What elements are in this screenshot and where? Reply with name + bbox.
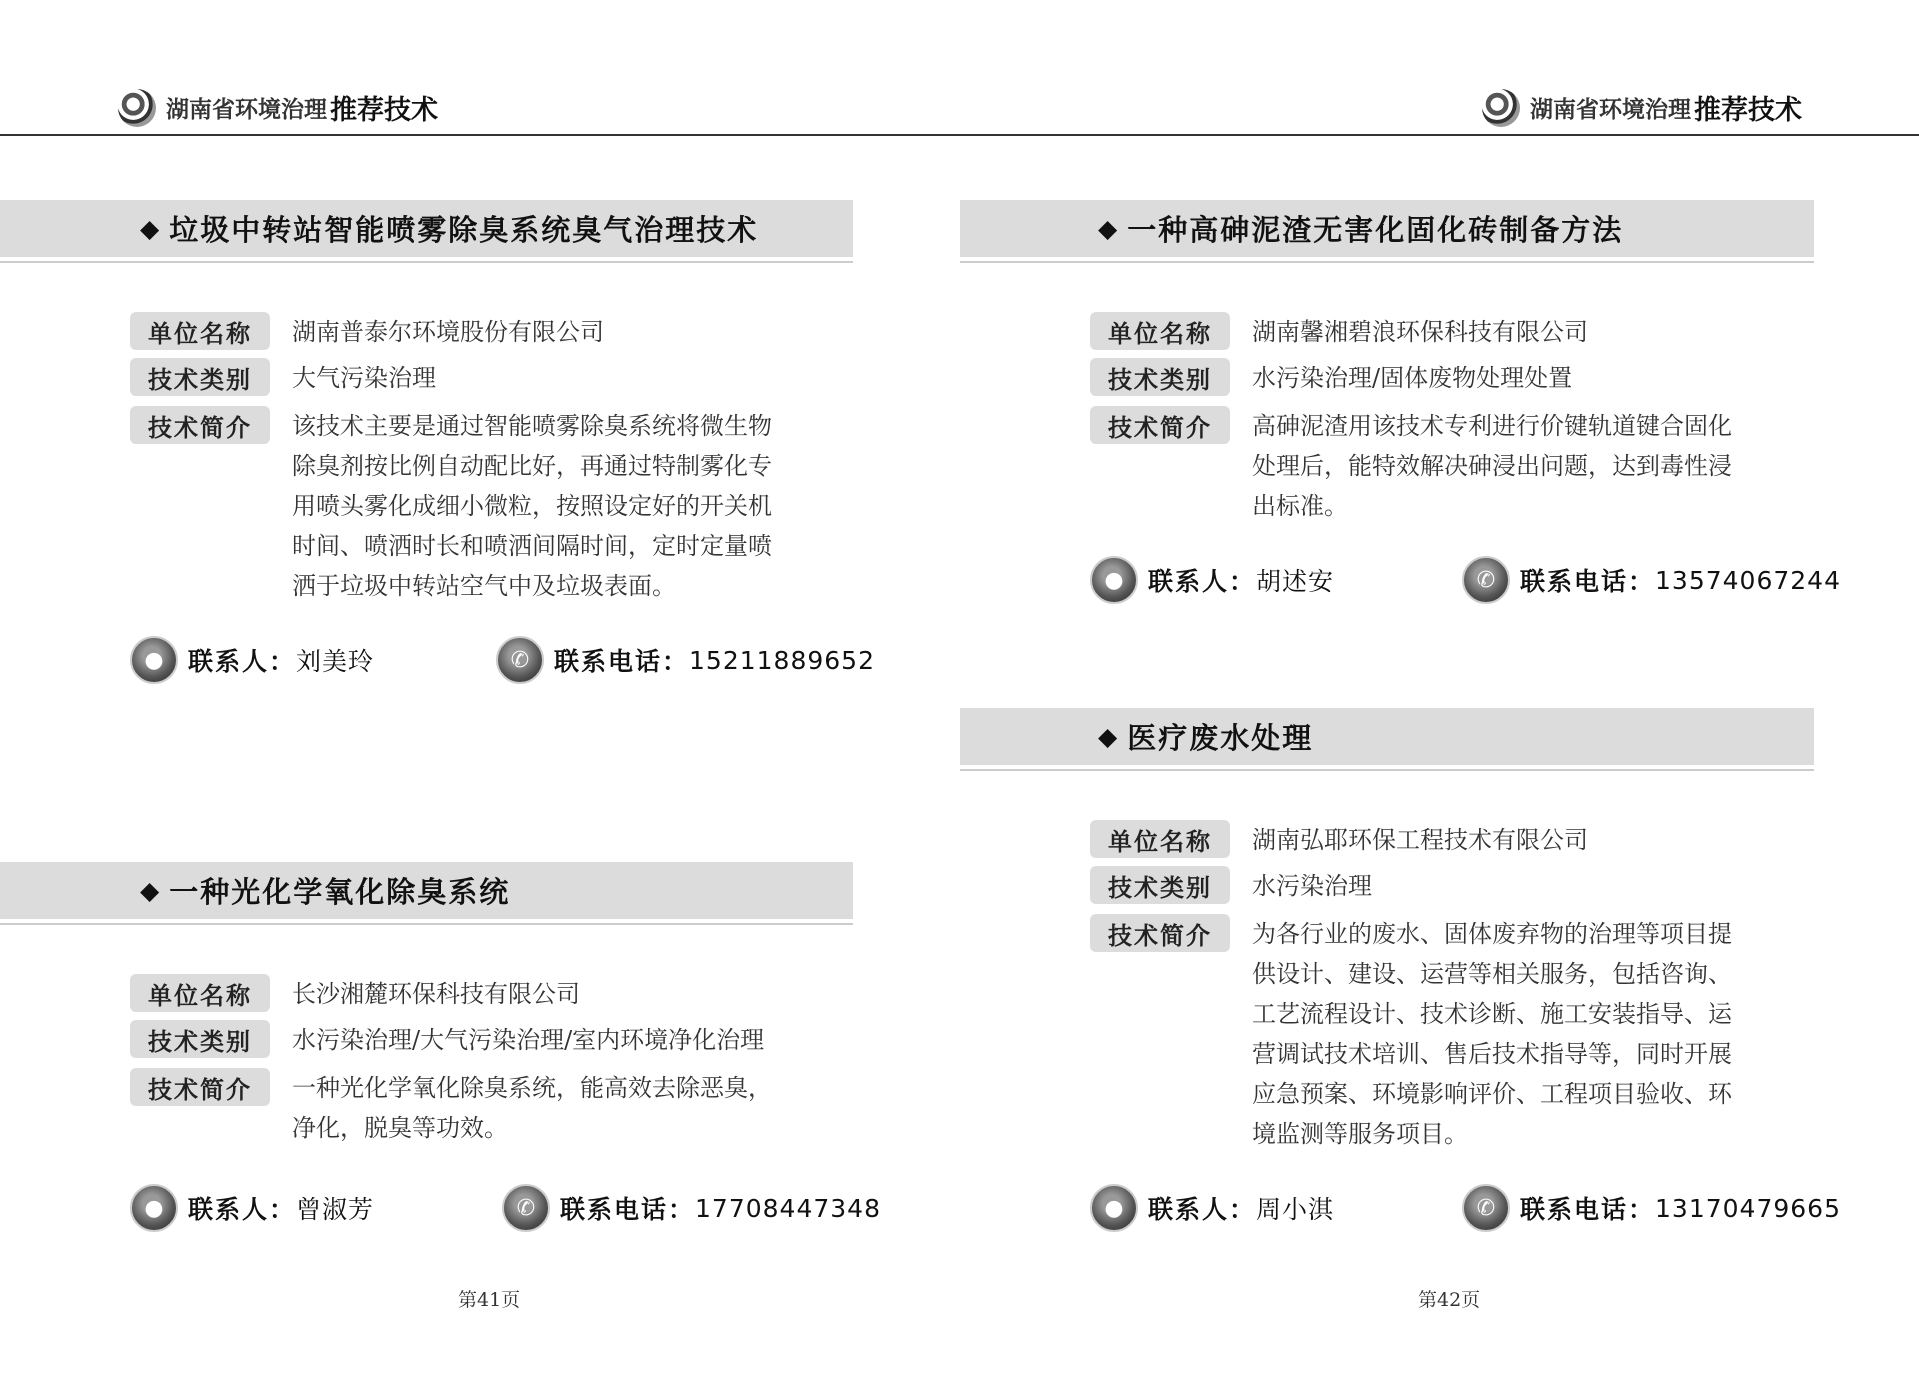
type-label: 技术类别 (130, 358, 270, 396)
phone-number: 13170479665 (1655, 1193, 1841, 1223)
intro-label: 技术简介 (1090, 914, 1230, 952)
person-icon: ● (130, 636, 178, 684)
unit-label: 单位名称 (1090, 820, 1230, 858)
type-value: 水污染治理 (1252, 872, 1372, 900)
header-subtitle: 推荐技术 (330, 95, 438, 126)
type-row (130, 1020, 764, 1060)
type-row (1090, 358, 1572, 398)
intro-text: 为各行业的废水、固体废弃物的治理等项目提 供设计、建设、运营等相关服务，包括咨询、 工艺流程设计、技术诊断、施工安装指导、运 营调试技术培训、售后技术指导等，同时开展 应急预案、环境影响评价、工程项目验收、环 境监测等服务项目。 (1252, 920, 1732, 1148)
page-number-left: 第41页 (458, 1289, 521, 1311)
diamond-icon: ◆ (1098, 722, 1118, 751)
intro-row (130, 1068, 772, 1148)
phone-label: 联系电话： (554, 647, 690, 676)
unit-row (1090, 820, 1588, 860)
section-title: 一种高砷泥渣无害化固化砖制备方法 (1127, 213, 1624, 247)
type-label: 技术类别 (130, 1020, 270, 1058)
person-icon: ● (1090, 556, 1138, 604)
contact-name: 刘美玲 (296, 647, 375, 676)
header-title: 湖南省环境治理 (166, 96, 327, 123)
phone-number: 17708447348 (695, 1193, 881, 1223)
unit-value: 长沙湘麓环保科技有限公司 (292, 980, 580, 1008)
contact-label: 联系人： (1148, 567, 1257, 596)
intro-text: 一种光化学氧化除臭系统，能高效去除恶臭， 净化，脱臭等功效。 (292, 1074, 772, 1142)
type-label: 技术类别 (1090, 358, 1230, 396)
contact-phone (1462, 1184, 1841, 1232)
section-title-bar (960, 200, 1814, 257)
contact-person (1090, 556, 1334, 604)
section-title: 医疗废水处理 (1127, 721, 1314, 755)
section-title-bar (0, 200, 853, 257)
phone-icon: ✆ (1462, 556, 1510, 604)
contact-person (130, 636, 374, 684)
contact-name: 胡述安 (1256, 567, 1335, 596)
unit-row (130, 312, 604, 352)
intro-text: 高砷泥渣用该技术专利进行价键轨道键合固化 处理后，能特效解决砷浸出问题，达到毒性浸 出标准。 (1252, 412, 1732, 520)
page-header-right (1482, 88, 1802, 127)
page-number-right: 第42页 (1418, 1289, 1481, 1311)
contact-phone (502, 1184, 881, 1232)
diamond-icon: ◆ (140, 214, 160, 243)
phone-icon: ✆ (1462, 1184, 1510, 1232)
logo-icon (118, 89, 156, 127)
intro-row (1090, 406, 1732, 526)
unit-value: 湖南弘耶环保工程技术有限公司 (1252, 826, 1588, 854)
contact-name: 周小淇 (1256, 1195, 1335, 1224)
intro-row (130, 406, 772, 606)
phone-label: 联系电话： (560, 1195, 696, 1224)
contact-phone (496, 636, 875, 684)
type-row (130, 358, 436, 398)
unit-label: 单位名称 (1090, 312, 1230, 350)
contact-label: 联系人： (188, 647, 297, 676)
contact-name: 曾淑芳 (296, 1195, 375, 1224)
unit-value: 湖南馨湘碧浪环保科技有限公司 (1252, 318, 1588, 346)
phone-label: 联系电话： (1520, 1195, 1656, 1224)
intro-text: 该技术主要是通过智能喷雾除臭系统将微生物 除臭剂按比例自动配比好，再通过特制雾化专 用喷头雾化成细小微粒，按照设定好的开关机 时间、喷洒时长和喷洒间隔时间，定时定量喷 洒于垃圾中转站空气中及垃圾表面。 (292, 412, 772, 600)
header-subtitle: 推荐技术 (1694, 95, 1802, 126)
contact-label: 联系人： (1148, 1195, 1257, 1224)
person-icon: ● (130, 1184, 178, 1232)
section-title: 垃圾中转站智能喷雾除臭系统臭气治理技术 (169, 213, 759, 247)
type-value: 水污染治理/固体废物处理处置 (1252, 364, 1573, 392)
type-row (1090, 866, 1372, 906)
diamond-icon: ◆ (1098, 214, 1118, 243)
contact-phone (1462, 556, 1841, 604)
unit-row (130, 974, 580, 1014)
phone-number: 13574067244 (1655, 565, 1841, 595)
phone-number: 15211889652 (689, 645, 875, 675)
intro-label: 技术简介 (130, 1068, 270, 1106)
phone-label: 联系电话： (1520, 567, 1656, 596)
header-divider (0, 134, 1919, 136)
type-value: 水污染治理/大气污染治理/室内环境净化治理 (292, 1026, 765, 1054)
section-title: 一种光化学氧化除臭系统 (169, 875, 511, 909)
intro-label: 技术简介 (1090, 406, 1230, 444)
intro-row (1090, 914, 1732, 1154)
page-header-left (118, 88, 438, 127)
phone-icon: ✆ (502, 1184, 550, 1232)
contact-person (1090, 1184, 1334, 1232)
header-title: 湖南省环境治理 (1530, 96, 1691, 123)
type-value: 大气污染治理 (292, 364, 436, 392)
unit-label: 单位名称 (130, 312, 270, 350)
contact-person (130, 1184, 374, 1232)
diamond-icon: ◆ (140, 876, 160, 905)
person-icon: ● (1090, 1184, 1138, 1232)
type-label: 技术类别 (1090, 866, 1230, 904)
unit-label: 单位名称 (130, 974, 270, 1012)
contact-label: 联系人： (188, 1195, 297, 1224)
unit-value: 湖南普泰尔环境股份有限公司 (292, 318, 604, 346)
logo-icon (1482, 89, 1520, 127)
section-title-bar (0, 862, 853, 919)
section-title-bar (960, 708, 1814, 765)
unit-row (1090, 312, 1588, 352)
phone-icon: ✆ (496, 636, 544, 684)
intro-label: 技术简介 (130, 406, 270, 444)
